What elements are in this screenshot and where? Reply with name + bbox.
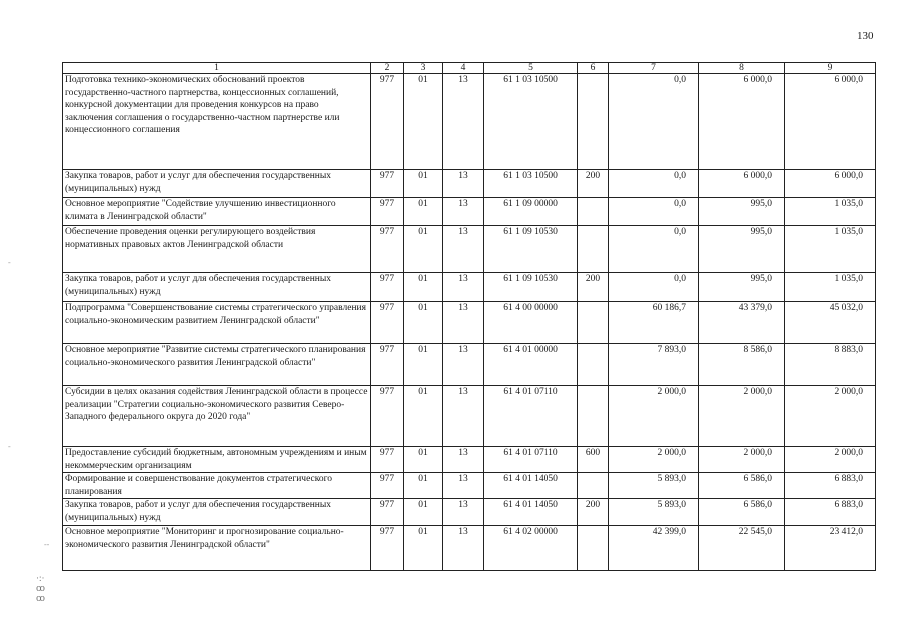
row-value: 977 (371, 386, 404, 447)
row-value: 1 035,0 (785, 198, 876, 226)
row-value: 43 379,0 (699, 302, 785, 344)
row-value: 2 000,0 (699, 386, 785, 447)
row-value: 2 000,0 (609, 386, 699, 447)
row-value: 01 (404, 526, 443, 571)
row-value: 01 (404, 386, 443, 447)
table-row (63, 386, 876, 447)
row-value: 61 1 09 10530 (484, 226, 578, 273)
table-row (63, 226, 876, 273)
row-value: 01 (404, 473, 443, 499)
row-value: 61 4 01 07110 (484, 386, 578, 447)
row-value: 995,0 (699, 198, 785, 226)
row-value: 5 893,0 (609, 473, 699, 499)
row-value: 6 586,0 (699, 473, 785, 499)
row-value: 13 (443, 273, 484, 302)
row-description: Формирование и совершенствование документов стратегического планирования (63, 473, 371, 499)
row-value (578, 302, 609, 344)
row-value: 977 (371, 344, 404, 386)
row-value: 995,0 (699, 273, 785, 302)
row-description: Закупка товаров, работ и услуг для обеспечения государственных (муниципальных) нужд (63, 499, 371, 526)
header-cell: 4 (443, 63, 484, 74)
row-value: 977 (371, 74, 404, 170)
row-value: 977 (371, 526, 404, 571)
row-value: 61 1 09 10530 (484, 273, 578, 302)
row-description: Подпрограмма "Совершенствование системы стратегического управления социально-экономическим развитием Ленинградской области" (63, 302, 371, 344)
row-value: 01 (404, 302, 443, 344)
table-row (63, 302, 876, 344)
row-value: 8 883,0 (785, 344, 876, 386)
row-value: 01 (404, 447, 443, 473)
header-cell: 1 (63, 63, 371, 74)
table-row (63, 526, 876, 571)
row-description: Подготовка технико-экономических обоснований проектов государственно-частного партнерства, концессионных соглашений, конкурсной документации для проведения конкурсов на право заключения соглашения о государственно-частном партнерстве или концессионного соглашения (63, 74, 371, 170)
row-value: 8 586,0 (699, 344, 785, 386)
row-value: 61 1 09 00000 (484, 198, 578, 226)
row-value: 5 893,0 (609, 499, 699, 526)
row-description: Основное мероприятие "Мониторинг и прогнозирование социально-экономического развития Ленинградской области" (63, 526, 371, 571)
row-value: 61 4 01 00000 (484, 344, 578, 386)
row-value: 61 1 03 10500 (484, 170, 578, 198)
row-value: 13 (443, 526, 484, 571)
row-value: 6 883,0 (785, 473, 876, 499)
row-value: 977 (371, 226, 404, 273)
row-value: 01 (404, 273, 443, 302)
row-value: 200 (578, 170, 609, 198)
table-row (63, 273, 876, 302)
header-row (63, 63, 876, 74)
row-value: 600 (578, 447, 609, 473)
row-value: 13 (443, 302, 484, 344)
row-value (578, 473, 609, 499)
row-value: 13 (443, 344, 484, 386)
row-value (578, 344, 609, 386)
scan-margin-marks: ·:· ꝏ ꝏ (36, 573, 45, 603)
row-description: Субсидии в целях оказания содействия Ленинградской области в процессе реализации "Стратегии социально-экономического развития Северо-Западного федерального округа до 2020 года" (63, 386, 371, 447)
row-value: 13 (443, 386, 484, 447)
row-value: 6 586,0 (699, 499, 785, 526)
row-value: 977 (371, 170, 404, 198)
row-value: 2 000,0 (699, 447, 785, 473)
row-value: 13 (443, 198, 484, 226)
row-value: 61 4 00 00000 (484, 302, 578, 344)
header-cell: 7 (609, 63, 699, 74)
row-value: 0,0 (609, 74, 699, 170)
scan-dash-mark: - (8, 442, 11, 451)
header-cell: 3 (404, 63, 443, 74)
row-value (578, 74, 609, 170)
row-value: 995,0 (699, 226, 785, 273)
row-value: 6 000,0 (785, 74, 876, 170)
row-value: 42 399,0 (609, 526, 699, 571)
row-description: Основное мероприятие "Содействие улучшению инвестиционного климата в Ленинградской области" (63, 198, 371, 226)
row-value: 200 (578, 499, 609, 526)
row-value: 0,0 (609, 198, 699, 226)
row-description: Закупка товаров, работ и услуг для обеспечения государственных (муниципальных) нужд (63, 273, 371, 302)
row-value: 61 4 01 14050 (484, 499, 578, 526)
row-description: Обеспечение проведения оценки регулирующего воздействия нормативных правовых актов Ленинградской области (63, 226, 371, 273)
row-value (578, 226, 609, 273)
row-value: 0,0 (609, 170, 699, 198)
row-value: 01 (404, 499, 443, 526)
table-row (63, 499, 876, 526)
row-description: Закупка товаров, работ и услуг для обеспечения государственных (муниципальных) нужд (63, 170, 371, 198)
row-value: 61 1 03 10500 (484, 74, 578, 170)
row-value: 01 (404, 170, 443, 198)
row-value (578, 386, 609, 447)
page-number: 130 (857, 30, 874, 42)
header-cell: 2 (371, 63, 404, 74)
table-row (63, 344, 876, 386)
row-description: Предоставление субсидий бюджетным, автономным учреждениям и иным некоммерческим организациям (63, 447, 371, 473)
row-value: 200 (578, 273, 609, 302)
row-value: 6 000,0 (699, 170, 785, 198)
row-value: 61 4 02 00000 (484, 526, 578, 571)
row-value: 6 000,0 (699, 74, 785, 170)
table-row (63, 447, 876, 473)
row-value: 2 000,0 (785, 447, 876, 473)
header-cell: 9 (785, 63, 876, 74)
row-value: 977 (371, 273, 404, 302)
row-value: 01 (404, 344, 443, 386)
row-value: 977 (371, 302, 404, 344)
row-value: 01 (404, 74, 443, 170)
header-cell: 6 (578, 63, 609, 74)
header-cell: 5 (484, 63, 578, 74)
table-row (63, 473, 876, 499)
table-row (63, 170, 876, 198)
row-value: 01 (404, 226, 443, 273)
row-value: 2 000,0 (785, 386, 876, 447)
row-value: 977 (371, 473, 404, 499)
row-value: 6 000,0 (785, 170, 876, 198)
row-value: 977 (371, 447, 404, 473)
row-value: 01 (404, 198, 443, 226)
row-value: 22 545,0 (699, 526, 785, 571)
row-value: 1 035,0 (785, 226, 876, 273)
row-value: 977 (371, 499, 404, 526)
row-value: 977 (371, 198, 404, 226)
row-value: 23 412,0 (785, 526, 876, 571)
row-value: 13 (443, 473, 484, 499)
row-value: 13 (443, 447, 484, 473)
row-value: 2 000,0 (609, 447, 699, 473)
row-value: 13 (443, 499, 484, 526)
row-value: 7 893,0 (609, 344, 699, 386)
row-description: Основное мероприятие "Развитие системы стратегического планирования социально-экономического развития Ленинградской области" (63, 344, 371, 386)
row-value: 13 (443, 170, 484, 198)
table-row (63, 74, 876, 170)
row-value: 60 186,7 (609, 302, 699, 344)
row-value (578, 198, 609, 226)
row-value: 0,0 (609, 273, 699, 302)
budget-table (62, 62, 876, 571)
row-value: 61 4 01 14050 (484, 473, 578, 499)
scan-dash-mark: -- (44, 540, 50, 549)
row-value: 0,0 (609, 226, 699, 273)
row-value: 13 (443, 226, 484, 273)
row-value (578, 526, 609, 571)
row-value: 45 032,0 (785, 302, 876, 344)
header-cell: 8 (699, 63, 785, 74)
row-value: 6 883,0 (785, 499, 876, 526)
row-value: 1 035,0 (785, 273, 876, 302)
table-row (63, 198, 876, 226)
row-value: 13 (443, 74, 484, 170)
scan-dash-mark: - (8, 258, 11, 267)
row-value: 61 4 01 07110 (484, 447, 578, 473)
